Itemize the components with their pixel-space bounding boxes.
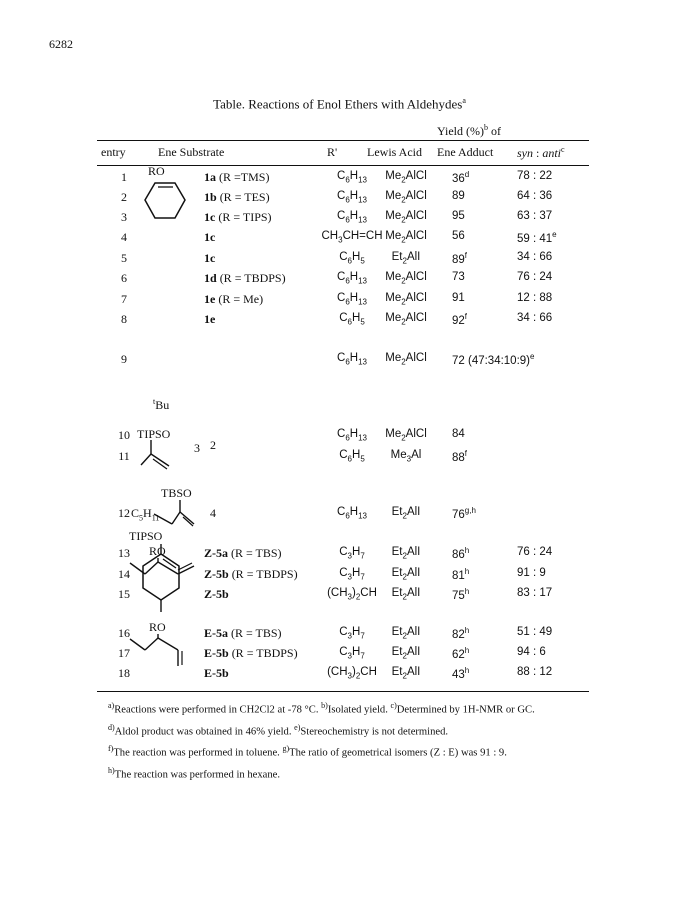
row-6-substrate: 1d (R = TBDPS) xyxy=(204,271,286,285)
row-15-r: $(CH_3)_2CH$ xyxy=(327,587,377,602)
row-14-substrate: Z-5b (R = TBDPS) xyxy=(204,567,298,581)
row-1-ratio: 78 : 22 xyxy=(517,170,553,182)
row-10-yield: 84 xyxy=(452,428,465,440)
row-16-la: $Et_2AlI$ xyxy=(391,626,421,641)
row-7-yield: 91 xyxy=(452,292,465,304)
row-13-substrate: Z-5a (R = TBS) xyxy=(204,546,282,560)
row-2-r: $C_6H_{13}$ xyxy=(337,190,367,205)
row-15-la: $Et_2AlI$ xyxy=(391,587,421,602)
row-3-r: $C_6H_{13}$ xyxy=(337,210,367,225)
header-ene-substrate: Ene Substrate xyxy=(158,145,225,159)
table-bottom-rule xyxy=(97,691,589,692)
page-number: 6282 xyxy=(49,37,73,51)
structure-2-number: 2 xyxy=(210,438,216,452)
structure-4-tbso-label: TBSO xyxy=(161,486,192,500)
row-18-r: $(CH_3)_2CH$ xyxy=(327,666,377,681)
row-17-r: $C_3H_7$ xyxy=(339,646,365,661)
row-13-ratio: 76 : 24 xyxy=(517,546,553,558)
row-14-yield: 81$^h$ xyxy=(452,567,470,582)
row-5-ratio: 34 : 66 xyxy=(517,251,553,263)
row-18-entry: 18 xyxy=(118,666,130,680)
footnote-line-4: $^{h)}$The reaction was performed in hexane. xyxy=(108,765,280,781)
row-18-la: $Et_2AlI$ xyxy=(391,666,421,681)
row-9-entry: 9 xyxy=(121,352,127,366)
row-4-ratio: 59 : 41e xyxy=(517,230,557,245)
row-17-substrate: E-5b (R = TBDPS) xyxy=(204,646,298,660)
row-12-entry: 12 xyxy=(118,506,130,520)
row-5-yield: 89$^f$ xyxy=(452,251,468,266)
row-11-entry: 11 xyxy=(118,449,130,463)
footnote-c: Determined by 1H-NMR or GC. xyxy=(396,704,535,716)
row-16-substrate: E-5a (R = TBS) xyxy=(204,626,282,640)
structure-5e-drawing xyxy=(130,634,210,674)
row-12-la: $Et_2AlI$ xyxy=(391,506,421,521)
row-2-entry: 2 xyxy=(121,190,127,204)
row-13-r: $C_3H_7$ xyxy=(339,546,365,561)
structure-4-c5h11-label: $C_5H_{11}$ xyxy=(131,506,160,523)
row-7-substrate: 1e (R = Me) xyxy=(204,292,264,306)
row-2-la: $Me_2AlCl$ xyxy=(385,190,427,205)
footnote-h: The reaction was performed in hexane. xyxy=(114,769,280,781)
header-entry: entry xyxy=(101,145,126,159)
row-7-ratio: 12 : 88 xyxy=(517,292,553,304)
row-11-yield: 88$^f$ xyxy=(452,449,468,464)
row-4-substrate: 1c xyxy=(204,230,216,244)
structure-4-number: 4 xyxy=(210,506,216,520)
row-3-ratio: 63 : 37 xyxy=(517,210,553,222)
footnote-f: The reaction was performed in toluene. xyxy=(113,747,280,759)
header-lewis-acid: Lewis Acid xyxy=(367,145,422,159)
structure-1-ro-label: RO xyxy=(148,164,165,178)
row-9-r: $C_6H_{13}$ xyxy=(337,352,367,367)
structure-1-drawing xyxy=(140,178,190,238)
row-15-yield: 75$^h$ xyxy=(452,587,470,602)
row-17-entry: 17 xyxy=(118,646,130,660)
footnote-a: Reactions were performed in CH2Cl2 at -78 °C. xyxy=(114,704,319,716)
row-4-la: $Me_2AlCl$ xyxy=(385,230,427,245)
footnote-line-1: $^{a)}$Reactions were performed in CH2Cl2 at -78 °C. $^{b)}$Isolated yield. $^{c)}$Determined by 1H-NMR or GC. xyxy=(108,701,535,716)
row-12-r: $C_6H_{13}$ xyxy=(337,506,367,521)
row-1-r: $C_6H_{13}$ xyxy=(337,170,367,185)
header-syn-anti: syn : anti$^c$ xyxy=(517,145,565,160)
row-12-yield: 76$^{g,h}$ xyxy=(452,506,476,521)
row-15-substrate: Z-5b xyxy=(204,587,229,601)
row-3-la: $Me_2AlCl$ xyxy=(385,210,427,225)
row-14-ratio: 91 : 9 xyxy=(517,567,546,579)
row-13-la: $Et_2AlI$ xyxy=(391,546,421,561)
structure-2-tbu-label: $^t$Bu xyxy=(153,397,170,412)
footnote-line-3: $^{f)}$The reaction was performed in toluene. $^{g)}$The ratio of geometrical isomers (Z : E) was 91 : 9. xyxy=(108,744,507,759)
row-16-entry: 16 xyxy=(118,626,130,640)
row-14-entry: 14 xyxy=(118,567,130,581)
row-17-la: $Et_2AlI$ xyxy=(391,646,421,661)
row-4-r: $CH_3CH=CH$ xyxy=(321,230,383,245)
row-8-la: $Me_2AlCl$ xyxy=(385,312,427,327)
structure-3-tipso-label: TIPSO xyxy=(137,427,171,441)
row-8-ratio: 34 : 66 xyxy=(517,312,553,324)
row-9-la: $Me_2AlCl$ xyxy=(385,352,427,367)
header-yield-line1: Yield (%)$^b$ of xyxy=(437,123,501,138)
row-15-entry: 15 xyxy=(118,587,130,601)
row-16-ratio: 51 : 49 xyxy=(517,626,553,638)
row-15-ratio: 83 : 17 xyxy=(517,587,553,599)
footnote-line-2: $^{d)}$Aldol product was obtained in 46% yield. $^{e)}$Stereochemistry is not determined. xyxy=(108,722,449,738)
row-1-entry: 1 xyxy=(121,170,127,184)
row-17-yield: 62$^h$ xyxy=(452,646,470,661)
row-8-yield: 92$^f$ xyxy=(452,312,468,327)
row-3-yield: 95 xyxy=(452,210,465,222)
row-10-la: $Me_2AlCl$ xyxy=(385,428,427,443)
row-2-yield: 89 xyxy=(452,190,465,202)
row-11-la: $Me_3Al$ xyxy=(390,449,422,464)
row-10-r: $C_6H_{13}$ xyxy=(337,428,367,443)
structure-5e-ro-label: RO xyxy=(149,620,166,634)
row-14-r: $C_3H_7$ xyxy=(339,567,365,582)
footnote-g: The ratio of geometrical isomers (Z : E) was 91 : 9. xyxy=(289,747,507,759)
row-5-substrate: 1c xyxy=(204,251,216,265)
row-5-r: $C_6H_5$ xyxy=(339,251,365,266)
row-4-entry: 4 xyxy=(121,230,127,244)
row-16-r: $C_3H_7$ xyxy=(339,626,365,641)
row-1-yield: 36$^d$ xyxy=(452,170,470,185)
row-8-entry: 8 xyxy=(121,312,127,326)
row-8-r: $C_6H_5$ xyxy=(339,312,365,327)
row-7-entry: 7 xyxy=(121,292,127,306)
row-14-la: $Et_2AlI$ xyxy=(391,567,421,582)
table-header-rule xyxy=(97,165,589,166)
row-2-ratio: 64 : 36 xyxy=(517,190,553,202)
row-16-yield: 82$^h$ xyxy=(452,626,470,641)
table-top-rule xyxy=(97,140,589,141)
structure-3-drawing xyxy=(141,440,181,480)
row-5-la: $Et_2AlI$ xyxy=(391,251,421,266)
footnote-e: Stereochemistry is not determined. xyxy=(300,726,449,738)
row-13-entry: 13 xyxy=(118,546,130,560)
row-9-yield: 72 (47:34:10:9)$^e$ xyxy=(452,352,535,367)
row-13-yield: 86$^h$ xyxy=(452,546,470,561)
footnotes xyxy=(108,697,588,783)
row-5-entry: 5 xyxy=(121,251,127,265)
row-6-la: $Me_2AlCl$ xyxy=(385,271,427,286)
row-18-substrate: E-5b xyxy=(204,666,229,680)
row-8-substrate: 1e xyxy=(204,312,216,326)
row-6-ratio: 76 : 24 xyxy=(517,271,553,283)
structure-5z-ro-label: RO xyxy=(149,544,166,558)
structure-5z-drawing xyxy=(130,558,210,588)
row-3-entry: 3 xyxy=(121,210,127,224)
row-17-ratio: 94 : 6 xyxy=(517,646,546,658)
footnote-b: Isolated yield. xyxy=(327,704,388,716)
row-1-la: $Me_2AlCl$ xyxy=(385,170,427,185)
row-10-entry: 10 xyxy=(118,428,130,442)
structure-3-number: 3 xyxy=(194,441,200,455)
row-6-r: $C_6H_{13}$ xyxy=(337,271,367,286)
table-title: Table. Reactions of Enol Ethers with Aldehydes$^a$ xyxy=(213,96,466,112)
row-3-substrate: 1c (R = TIPS) xyxy=(204,210,272,224)
structure-2-tipso-label: TIPSO xyxy=(129,529,163,543)
row-4-yield: 56 xyxy=(452,230,465,242)
row-18-ratio: 88 : 12 xyxy=(517,666,553,678)
row-6-yield: 73 xyxy=(452,271,465,283)
row-2-substrate: 1b (R = TES) xyxy=(204,190,270,204)
header-ene-adduct: Ene Adduct xyxy=(437,145,494,159)
header-r-prime: R' xyxy=(327,145,338,159)
row-7-r: $C_6H_{13}$ xyxy=(337,292,367,307)
footnote-d: Aldol product was obtained in 46% yield. xyxy=(114,726,292,738)
row-18-yield: 43$^h$ xyxy=(452,666,470,681)
row-11-r: $C_6H_5$ xyxy=(339,449,365,464)
row-1-substrate: 1a (R =TMS) xyxy=(204,170,270,184)
row-7-la: $Me_2AlCl$ xyxy=(385,292,427,307)
row-6-entry: 6 xyxy=(121,271,127,285)
